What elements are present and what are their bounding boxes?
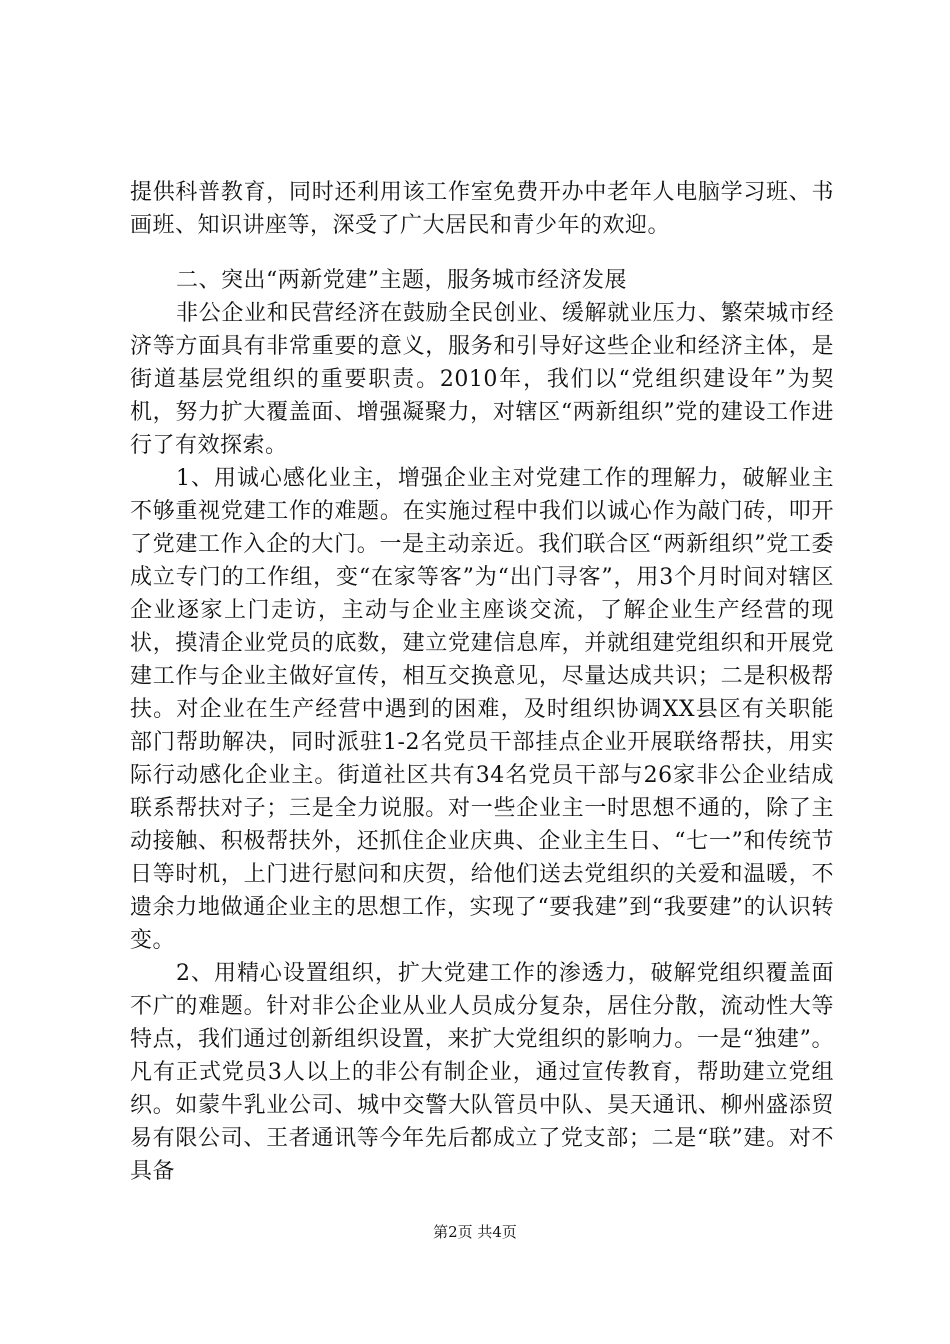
section-heading: 二、突出“两新党建”主题，服务城市经济发展 [176,268,627,293]
paragraph-point-2: 2、用精心设置组织，扩大党建工作的渗透力，破解党组织覆盖面不广的难题。针对非公企业从业人员成分复杂，居住分散，流动性大等特点，我们通过创新组织设置，来扩大党组织的影响力。一是“独建”。凡有正式党员3人以上的非公有制企业，通过宣传教育，帮助建立党组织。如蒙牛乳业公司、城中交警大队管员中队、昊天通讯、柳州盛添贸易有限公司、王者通讯等今年先后都成立了党支部；二是“联”建。对不具备 [130,961,834,1184]
paragraph-continuation: 提供科普教育，同时还利用该工作室免费开办中老年人电脑学习班、书画班、知识讲座等，深受了广大居民和青少年的欢迎。 [130,180,834,238]
document-body [130,176,834,1188]
paragraph-intro: 非公企业和民营经济在鼓励全民创业、缓解就业压力、繁荣城市经济等方面具有非常重要的意义，服务和引导好这些企业和经济主体，是街道基层党组织的重要职责。2010年，我们以“党组织建设年”为契机，努力扩大覆盖面、增强凝聚力，对辖区“两新组织”党的建设工作进行了有效探索。 [130,301,834,458]
page-footer: 第2页 共4页 [433,1223,517,1241]
paragraph-point-1: 1、用诚心感化业主，增强企业主对党建工作的理解力，破解业主不够重视党建工作的难题。在实施过程中我们以诚心作为敲门砖，叩开了党建工作入企的大门。一是主动亲近。我们联合区“两新组织”党工委成立专门的工作组，变“在家等客”为“出门寻客”，用3个月时间对辖区企业逐家上门走访，主动与企业主座谈交流，了解企业生产经营的现状，摸清企业党员的底数，建立党建信息库，并就组建党组织和开展党建工作与企业主做好宣传，相互交换意见，尽量达成共识；二是积极帮扶。对企业在生产经营中遇到的困难，及时组织协调XX县区有关职能部门帮助解决，同时派驻1-2名党员干部挂点企业开展联络帮扶，用实际行动感化企业主。街道社区共有34名党员干部与26家非公企业结成联系帮扶对子；三是全力说服。对一些企业主一时思想不通的，除了主动接触、积极帮扶外，还抓住企业庆典、企业主生日、“七一”和传统节日等时机，上门进行慰问和庆贺，给他们送去党组织的关爱和温暖，不遗余力地做通企业主的思想工作，实现了“要我建”到“我要建”的认识转变。 [130,466,834,953]
